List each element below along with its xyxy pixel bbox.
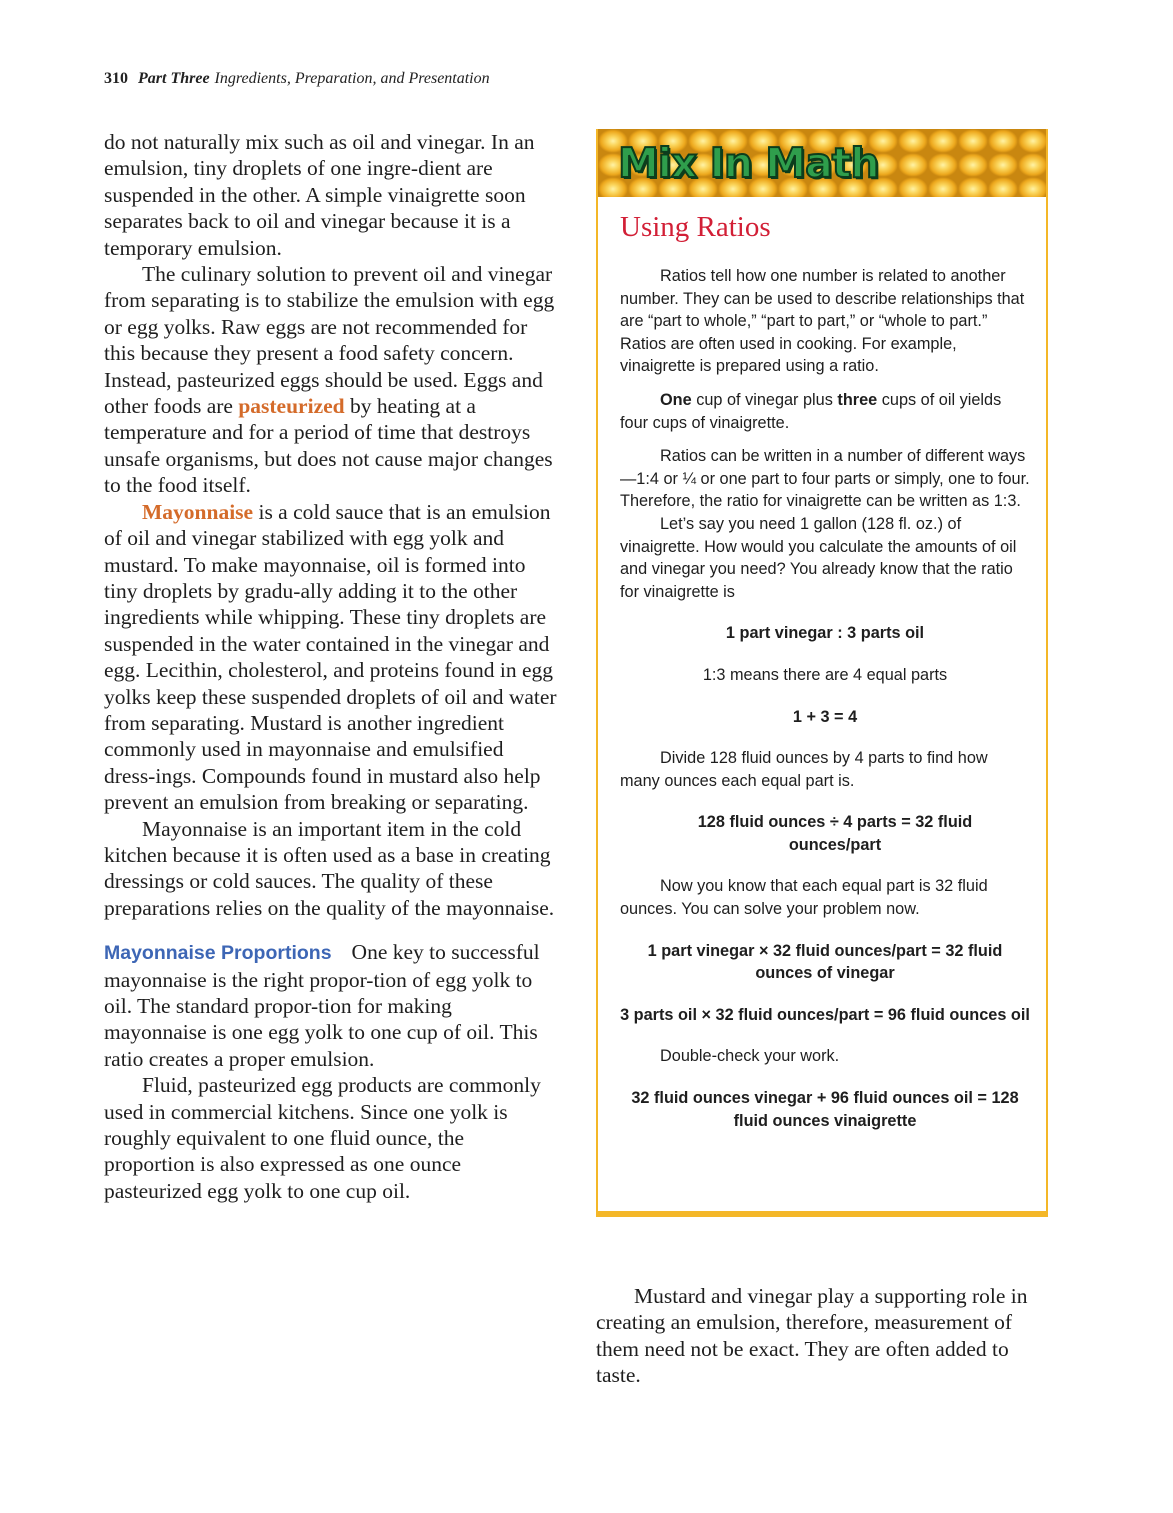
equation: 1 + 3 = 4 — [792, 707, 858, 726]
equation: 1:3 means there are 4 equal parts — [702, 665, 948, 684]
section-subhead: Mayonnaise Proportions — [104, 942, 332, 965]
sidebar-title: Using Ratios — [620, 211, 771, 243]
term-mayonnaise: Mayonnaise — [142, 499, 254, 524]
paragraph: do not naturally mix such as oil and vinegar. In an emulsion, tiny droplets of one ingre-dient are suspended in the other. A simple vinaigrette soon separates back to oil and vinegar because it is a temporary emulsion. — [104, 130, 535, 260]
sidebar-paragraph: Divide 128 fluid ounces by 4 parts to find how many ounces each equal part is. — [620, 749, 988, 790]
mix-in-math-logo: Mix In Math — [618, 139, 879, 187]
equation: 1 part vinegar × 32 fluid ounces/part = 32 fluid ounces of vinegar — [647, 941, 1003, 983]
sidebar-paragraph: One cup of vinegar plus three cups of oil yields four cups of vinaigrette. — [620, 390, 1002, 432]
left-column — [104, 129, 558, 1204]
part-label: Part Three — [138, 70, 210, 87]
chapter-title: Ingredients, Preparation, and Presentation — [214, 70, 490, 87]
paragraph: Mayonnaise Proportions One key to successful mayonnaise is the right propor-tion of egg yolk to oil. The standard propor-tion for making mayonnaise is one egg yolk to one cup of oil. This ratio creates a proper emulsion. — [104, 940, 540, 1071]
equation: 3 parts oil × 32 fluid ounces/part = 96 fluid ounces oil — [620, 1005, 1030, 1024]
equation: 32 fluid ounces vinegar + 96 fluid ounces oil = 128 fluid ounces vinaigrette — [631, 1089, 1019, 1130]
paragraph: Mustard and vinegar play a supporting role in creating an emulsion, therefore, measurement of them need not be exact. They are often added to taste. — [596, 1284, 1028, 1388]
equation: 1 part vinegar : 3 parts oil — [725, 624, 925, 643]
page-number: 310 — [104, 70, 128, 87]
sidebar-paragraph: Let’s say you need 1 gallon (128 fl. oz.) of vinaigrette. How would you calculate the amounts of oil and vinegar you need? You already know that the ratio for vinaigrette is — [620, 514, 1017, 601]
mix-in-math-sidebar — [596, 129, 1048, 1217]
term-pasteurized: pasteurized — [238, 394, 345, 419]
paragraph: Fluid, pasteurized egg products are commonly used in commercial kitchens. Since one yolk is roughly equivalent to one fluid ounce, the proportion is also expressed as one ounce pasteurized egg yolk to one cup oil. — [104, 1073, 541, 1203]
paragraph: Mayonnaise is an important item in the cold kitchen because it is often used as a base in creating dressings or cold sauces. The quality of these preparations relies on the quality of the mayonnaise. — [104, 816, 555, 920]
corn-banner — [598, 129, 1046, 197]
sidebar-paragraph: Double-check your work. — [660, 1047, 840, 1066]
equation: 128 fluid ounces ÷ 4 parts = 32 fluid ounces/part — [697, 813, 973, 854]
right-column — [596, 1283, 1036, 1389]
running-head — [104, 68, 704, 90]
sidebar-paragraph: Ratios tell how one number is related to another number. They can be used to describe relationships that are “part to whole,” “part to part,” or “whole to part.” Ratios are often used in cooking. For example, vinaigrette is prepared using a ratio. — [620, 267, 1025, 376]
sidebar-paragraph: Now you know that each equal part is 32 fluid ounces. You can solve your problem now. — [620, 877, 988, 919]
sidebar-paragraph: Ratios can be written in a number of different ways—1:4 or ¼ or one part to four parts or simply, one to four. Therefore, the ratio for vinaigrette can be written as 1:3. — [620, 447, 1030, 511]
sidebar-body — [620, 265, 1030, 1132]
paragraph: Mayonnaise is a cold sauce that is an emulsion of oil and vinegar stabilized with egg yolk and mustard. To make mayonnaise, oil is formed into tiny droplets by gradu-ally adding it to the other ingredients while whipping. These tiny droplets are suspended in the water contained in the vinegar and egg. Lecithin, cholesterol, and proteins found in egg yolks keep these suspended droplets of oil and water from separating. Mustard is another ingredient commonly used in mayonnaise and emulsified dress-ings. Compounds found in mustard also help prevent an emulsion from breaking or separating. — [104, 499, 557, 815]
paragraph: The culinary solution to prevent oil and vinegar from separating is to stabilize the emulsion with egg or egg yolks. Raw eggs are not recommended for this because they present a food safety concern. Instead, pasteurized eggs should be used. Eggs and other foods are pasteurized by heating at a temperature and for a period of time that destroys unsafe organisms, but does not cause major changes to the food itself. — [104, 262, 555, 498]
